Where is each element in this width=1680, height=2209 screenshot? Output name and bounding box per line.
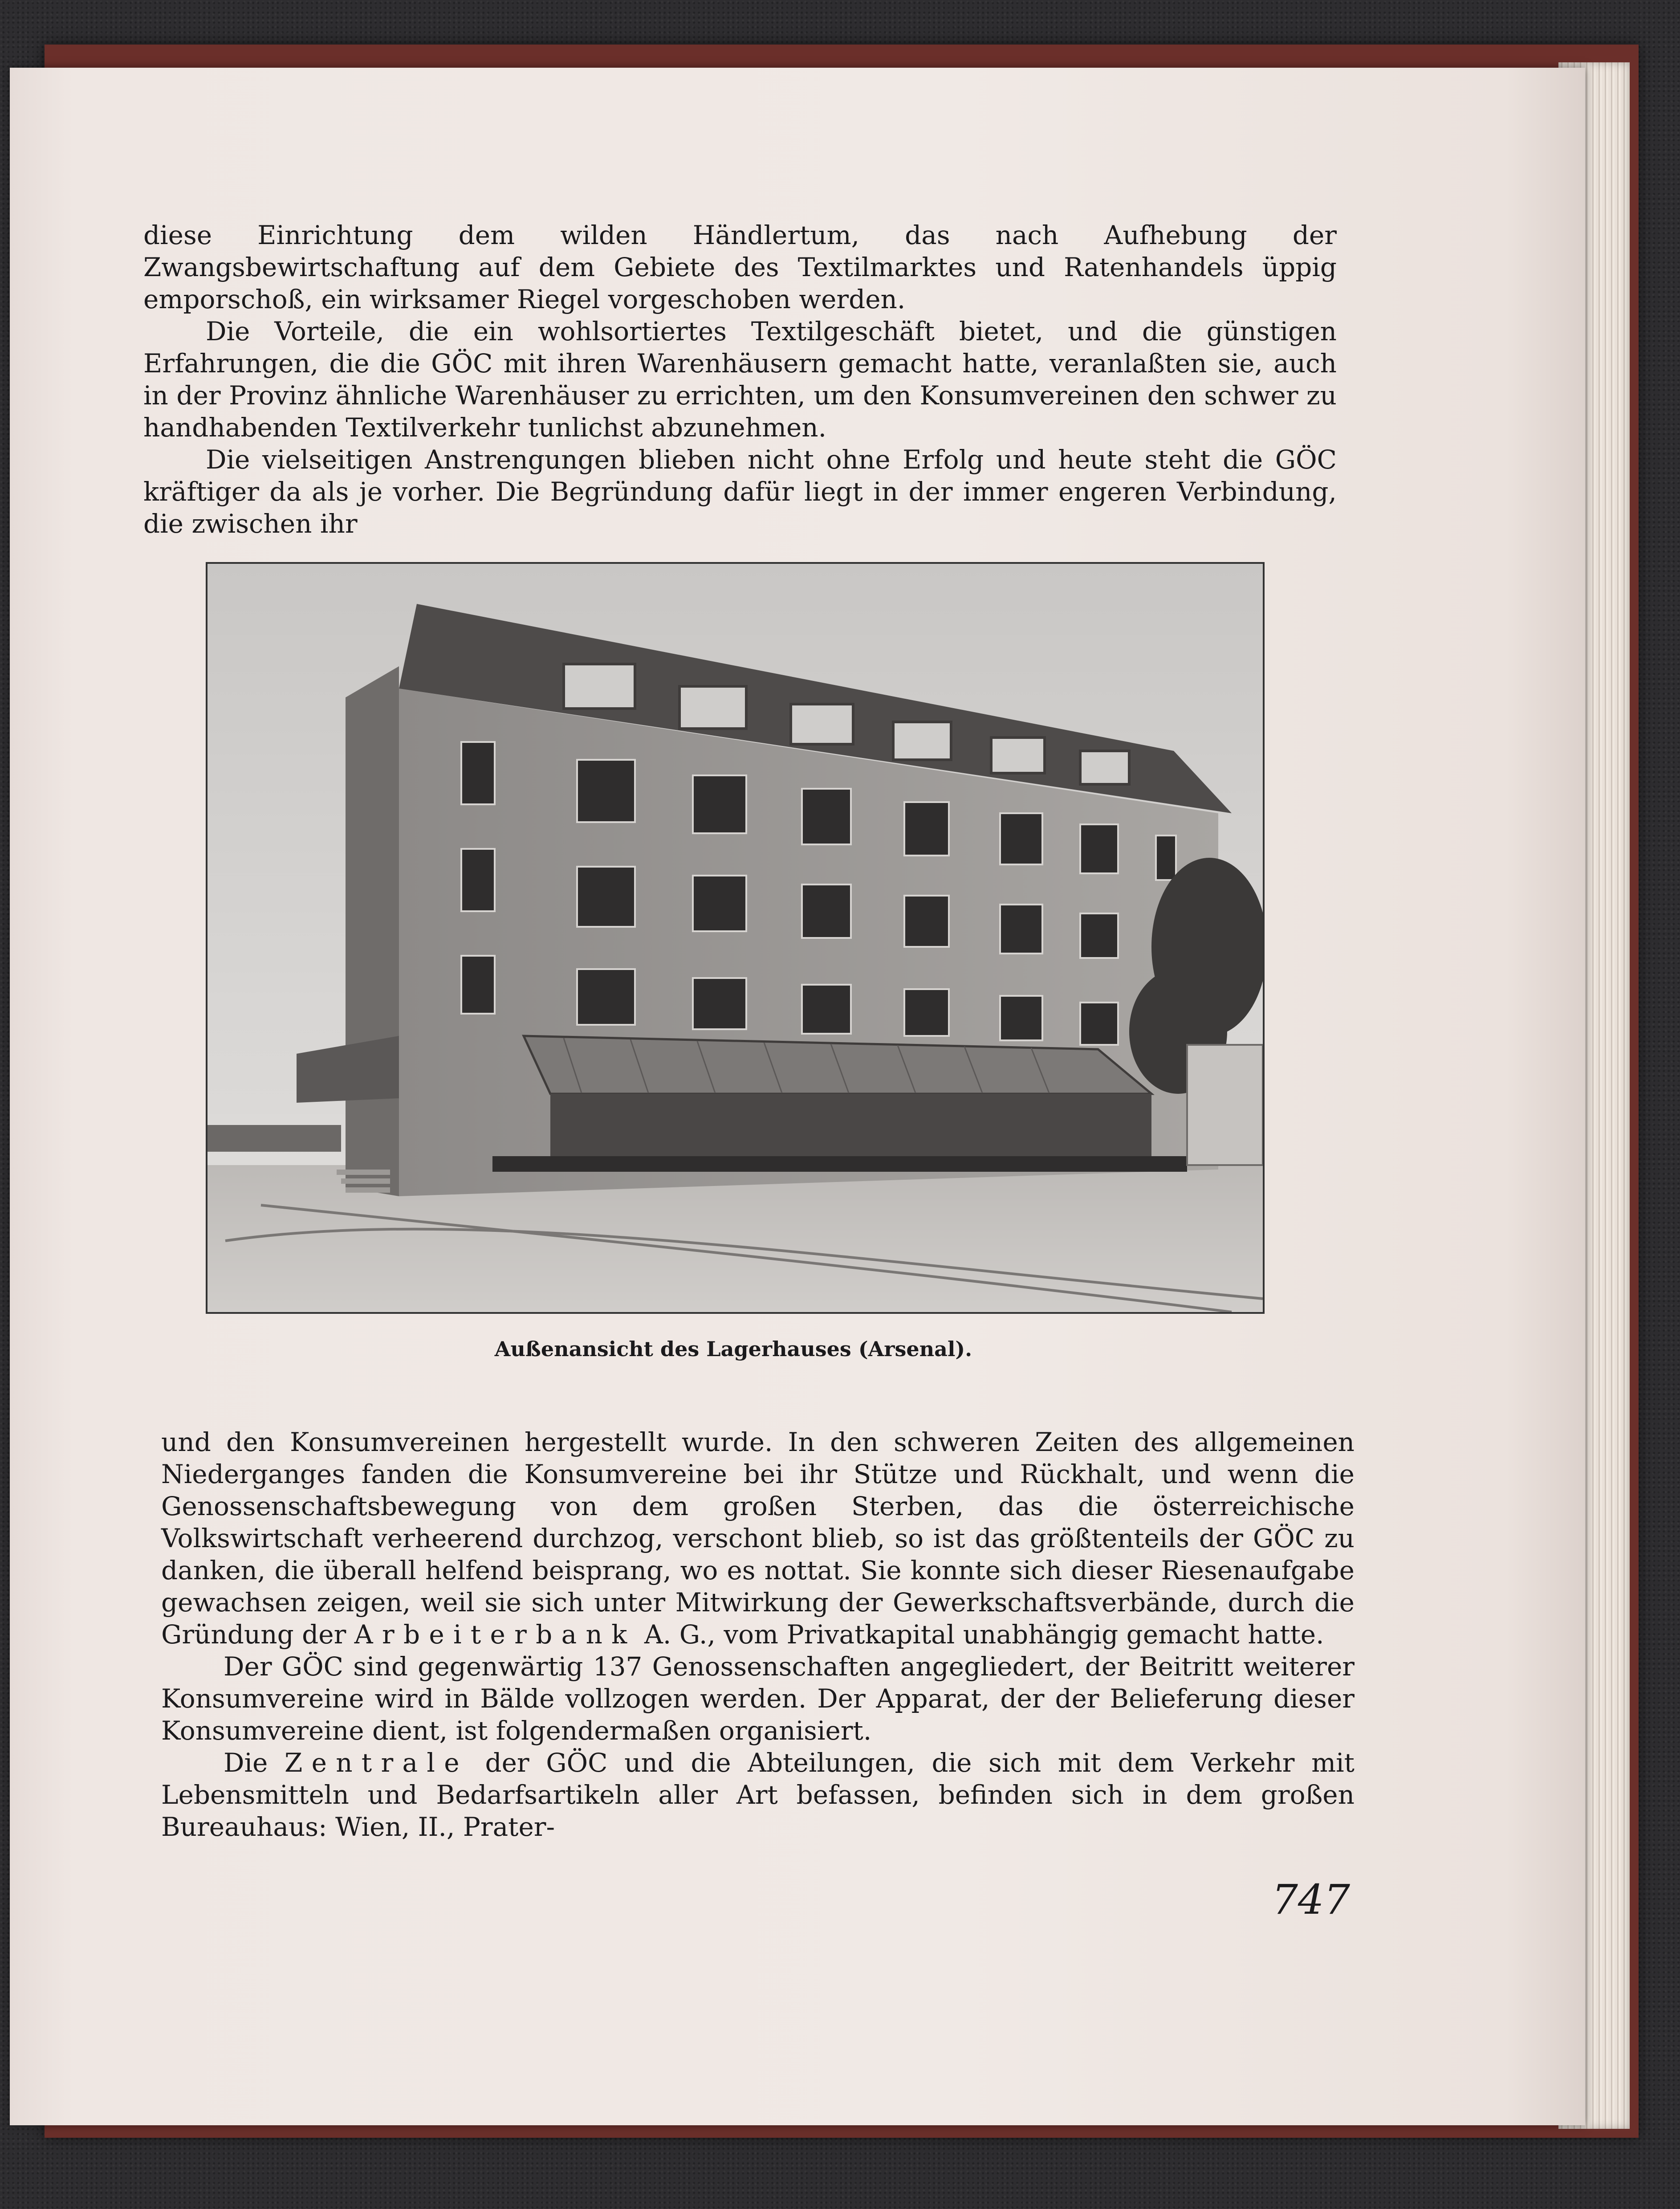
paragraph-4-part-1: und den Konsumvereinen hergestellt wurde. In den schweren Zeiten des allgemeinen Niederganges fanden die Konsumvereine bei ihr Stütze und Rückhalt, und wenn die Genossenschaftsbewegung von dem großen Sterben, das die österreichische Volkswirtschaft verheerend durchzog, verschont blieb, so ist das größtenteils der GÖC zu danken, die überall helfend beisprang, wo es nottat. Sie konnte sich dieser Riesenaufgabe gewachsen zeigen, weil sie sich unter Mitwirkung der Gewerkschaftsverbände, durch die Gründung der — [161, 1427, 1355, 1650]
paragraph-6-part-1: Die — [224, 1748, 285, 1778]
page-number: 747 — [1272, 1876, 1350, 1924]
paragraph-4-part-2: A. G., vom Privatkapital unabhängig gemacht hatte. — [636, 1619, 1324, 1650]
warehouse-photo-image — [207, 564, 1263, 1312]
paragraph-2: Die Vorteile, die ein wohlsortiertes Textilgeschäft bietet, und die günstigen Erfahrungen, die die GÖC mit ihren Warenhäusern gemacht hatte, veranlaßten sie, auch in der Provinz ähnliche Warenhäuser zu errichten, um den Konsumvereinen den schwer zu handhabenden Textilverkehr tunlichst abzunehmen. — [143, 316, 1337, 443]
photo-caption: Außenansicht des Lagerhauses (Arsenal). — [494, 1337, 972, 1361]
paragraph-4 — [161, 1426, 1355, 1651]
arbeiterbank-spaced: Arbeiterbank — [354, 1619, 636, 1650]
bottom-text-block — [161, 1426, 1355, 1843]
paragraph-6 — [161, 1747, 1355, 1843]
paragraph-6-part-2: der GÖC und die Abteilungen, die sich mit dem Verkehr mit Lebensmitteln und Bedarfsartikeln aller Art befassen, befinden sich in dem großen Bureauhaus: Wien, II., Prater- — [161, 1748, 1355, 1842]
paragraph-1: diese Einrichtung dem wilden Händlertum, das nach Aufhebung der Zwangsbewirtschaftung auf dem Gebiete des Textilmarktes und Ratenhandels üppig emporschoß, ein wirksamer Riegel vorgeschoben werden. — [143, 220, 1337, 314]
top-text-block — [143, 219, 1337, 540]
warehouse-photo — [206, 562, 1265, 1314]
zentrale-spaced: Zentrale — [284, 1748, 468, 1778]
paragraph-3: Die vielseitigen Anstrengungen blieben nicht ohne Erfolg und heute steht die GÖC kräftiger da als je vorher. Die Begründung dafür liegt in der immer engeren Verbindung, die zwischen ihr — [143, 444, 1337, 539]
book-page — [10, 68, 1585, 2125]
paragraph-5: Der GÖC sind gegenwärtig 137 Genossenschaften angegliedert, der Beitritt weiterer Konsumvereine wird in Bälde vollzogen werden. Der Apparat, der der Belieferung dieser Konsumvereine dient, ist folgendermaßen organisiert. — [161, 1651, 1355, 1746]
